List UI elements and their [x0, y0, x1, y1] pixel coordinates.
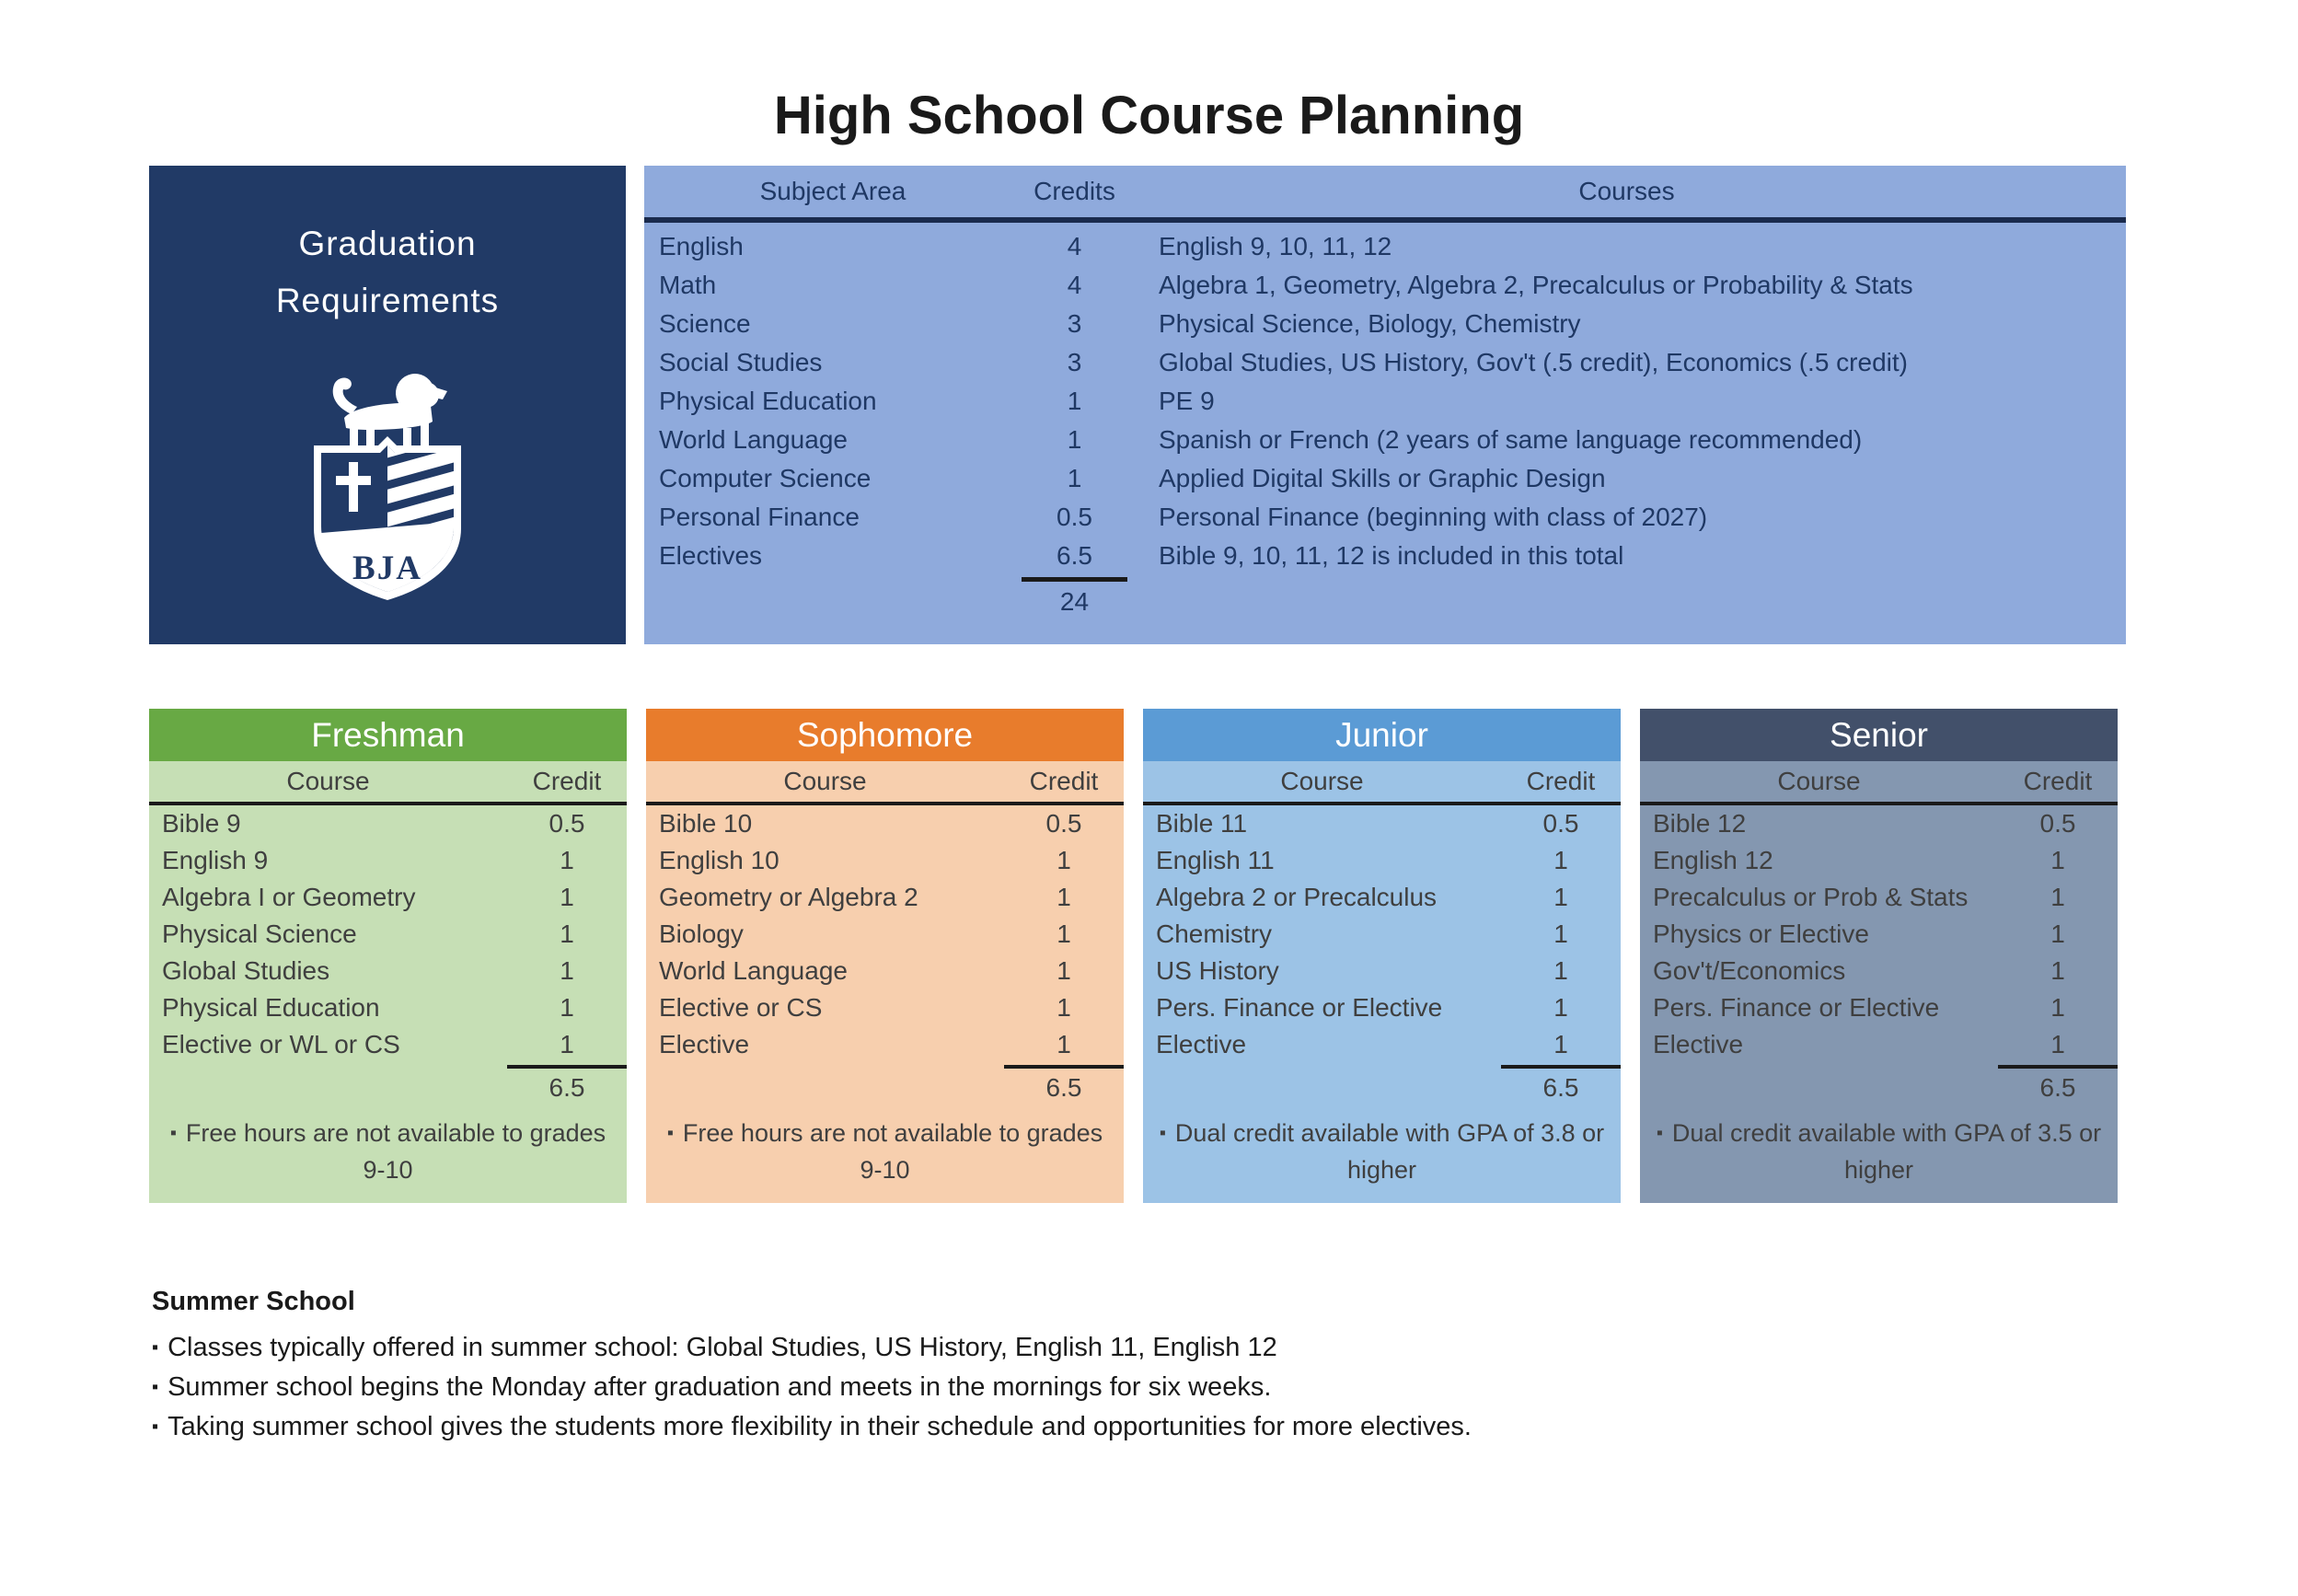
column-header-course: Course: [1777, 767, 1861, 795]
header-credits: Credits: [1034, 177, 1115, 205]
column-header-credit: Credit: [2023, 767, 2093, 795]
table-row: Geometry or Algebra 2 1: [659, 883, 1071, 911]
bullet-icon: ▪: [1656, 1123, 1663, 1143]
table-row: Science 3 Physical Science, Biology, Chemistry: [659, 309, 1581, 338]
table-row: Algebra 2 or Precalculus 1: [1156, 883, 1568, 911]
requirements-table-header: [644, 166, 2126, 223]
column-header-course: Course: [286, 767, 370, 795]
table-row: English 12 1: [1653, 846, 2065, 874]
bullet-icon: ▪: [152, 1417, 159, 1437]
summer-bullet-item: [152, 1328, 1472, 1368]
table-row: English 10 1: [659, 846, 1071, 874]
table-row: World Language 1: [659, 956, 1071, 985]
year-table-title: Freshman: [149, 709, 627, 761]
table-row: Physics or Elective 1: [1653, 919, 2065, 948]
summer-bullet-item: [152, 1407, 1472, 1447]
column-header-credit: Credit: [1526, 767, 1596, 795]
year-table-freshman: [149, 709, 627, 1203]
graduation-requirements-title: [149, 166, 626, 330]
crest-logo-wrap: [149, 337, 626, 618]
bullet-text: Summer school begins the Monday after graduation and meets in the mornings for six weeks.: [167, 1372, 1272, 1402]
note-text: Dual credit available with GPA of 3.8 or higher: [1174, 1119, 1605, 1184]
table-row: Physical Education 1 PE 9: [659, 387, 1215, 415]
bullet-icon: ▪: [152, 1337, 159, 1358]
year-table-column-headers: [646, 761, 1124, 805]
credits-total-row: [1640, 1065, 2118, 1107]
bullet-icon: ▪: [152, 1377, 159, 1397]
year-table-column-headers: [1640, 761, 2118, 805]
column-header-credit: Credit: [1029, 767, 1099, 795]
credits-total: 24: [1022, 577, 1127, 622]
table-row: Physical Science 1: [162, 919, 574, 948]
year-table-title: Sophomore: [646, 709, 1124, 761]
table-row: Electives 6.5 Bible 9, 10, 11, 12 is included in this total: [659, 541, 1624, 570]
requirements-table-rows: [644, 223, 2126, 575]
table-row: Personal Finance 0.5 Personal Finance (beginning with class of 2027): [659, 503, 1708, 531]
table-row: Precalculus or Prob & Stats 1: [1653, 883, 2065, 911]
graduation-requirements-panel: [149, 166, 626, 644]
bullet-text: Classes typically offered in summer school: Global Studies, US History, English 11, English 12: [167, 1333, 1277, 1362]
credits-total: 6.5: [507, 1065, 627, 1107]
table-row: Gov't/Economics 1: [1653, 956, 2065, 985]
grad-title-line1: Graduation: [298, 225, 477, 262]
table-row: English 9 1: [162, 846, 574, 874]
credits-total-row: [1143, 1065, 1621, 1107]
bullet-icon: ▪: [169, 1123, 177, 1143]
table-row: English 11 1: [1156, 846, 1568, 874]
table-row: Elective or WL or CS 1: [162, 1030, 574, 1058]
table-row: Chemistry 1: [1156, 919, 1568, 948]
credits-total: 6.5: [1998, 1065, 2118, 1107]
table-row: Elective 1: [1653, 1030, 2065, 1058]
table-row: Bible 9 0.5: [162, 809, 585, 838]
note-text: Free hours are not available to grades 9-10: [682, 1119, 1103, 1184]
table-note: [149, 1115, 627, 1203]
grad-title-line2: Requirements: [275, 282, 500, 319]
table-row: Elective or CS 1: [659, 993, 1071, 1022]
table-row: Elective 1: [1156, 1030, 1568, 1058]
year-table-senior: [1640, 709, 2118, 1203]
note-text: Free hours are not available to grades 9-10: [185, 1119, 606, 1184]
table-row: World Language 1 Spanish or French (2 years of same language recommended): [659, 425, 1863, 454]
year-table-sophomore: [646, 709, 1124, 1203]
note-text: Dual credit available with GPA of 3.5 or higher: [1671, 1119, 2102, 1184]
bullet-icon: ▪: [1159, 1123, 1166, 1143]
table-row: Bible 11 0.5: [1156, 809, 1579, 838]
credits-total: 6.5: [1501, 1065, 1621, 1107]
lion-icon: [333, 374, 447, 445]
year-tables-row: [149, 709, 2118, 1203]
page-title: High School Course Planning: [773, 86, 1525, 145]
credits-total-row: [646, 1065, 1124, 1107]
requirements-table: [644, 166, 2126, 644]
table-row: English 4 English 9, 10, 11, 12: [659, 232, 1392, 260]
table-row: Algebra I or Geometry 1: [162, 883, 574, 911]
year-table-title: Junior: [1143, 709, 1621, 761]
table-row: Social Studies 3 Global Studies, US History, Gov't (.5 credit), Economics (.5 credit): [659, 348, 1908, 376]
table-row: Pers. Finance or Elective 1: [1156, 993, 1568, 1022]
column-header-course: Course: [1280, 767, 1364, 795]
summer-school-heading: Summer School: [152, 1287, 355, 1316]
bja-monogram-text: BJA: [352, 549, 422, 587]
summer-bullet-item: [152, 1368, 1472, 1407]
table-row: Physical Education 1: [162, 993, 574, 1022]
bullet-text: Taking summer school gives the students more flexibility in their schedule and opportunities for more electives.: [167, 1412, 1472, 1441]
year-table-column-headers: [1143, 761, 1621, 805]
table-row: Global Studies 1: [162, 956, 574, 985]
bullet-icon: ▪: [666, 1123, 674, 1143]
table-note: [1640, 1115, 2118, 1203]
table-note: [1143, 1115, 1621, 1203]
year-table-column-headers: [149, 761, 627, 805]
table-row: Computer Science 1 Applied Digital Skills or Graphic Design: [659, 464, 1606, 492]
table-row: Bible 10 0.5: [659, 809, 1082, 838]
year-table-junior: [1143, 709, 1621, 1203]
table-row: Bible 12 0.5: [1653, 809, 2076, 838]
shield-icon: [314, 436, 468, 607]
column-header-course: Course: [783, 767, 867, 795]
credits-total-row: [644, 577, 2126, 622]
year-table-title: Senior: [1640, 709, 2118, 761]
header-subject-area: Subject Area: [759, 177, 906, 205]
bja-crest-icon: [282, 337, 493, 613]
column-header-credit: Credit: [532, 767, 602, 795]
table-row: Math 4 Algebra 1, Geometry, Algebra 2, Precalculus or Probability & Stats: [659, 271, 1913, 299]
table-row: US History 1: [1156, 956, 1568, 985]
table-note: [646, 1115, 1124, 1203]
table-row: Biology 1: [659, 919, 1071, 948]
summer-school-section: [152, 1287, 1472, 1447]
table-row: Pers. Finance or Elective 1: [1653, 993, 2065, 1022]
table-row: Elective 1: [659, 1030, 1071, 1058]
credits-total-row: [149, 1065, 627, 1107]
credits-total: 6.5: [1004, 1065, 1124, 1107]
header-courses: Courses: [1578, 177, 1675, 205]
